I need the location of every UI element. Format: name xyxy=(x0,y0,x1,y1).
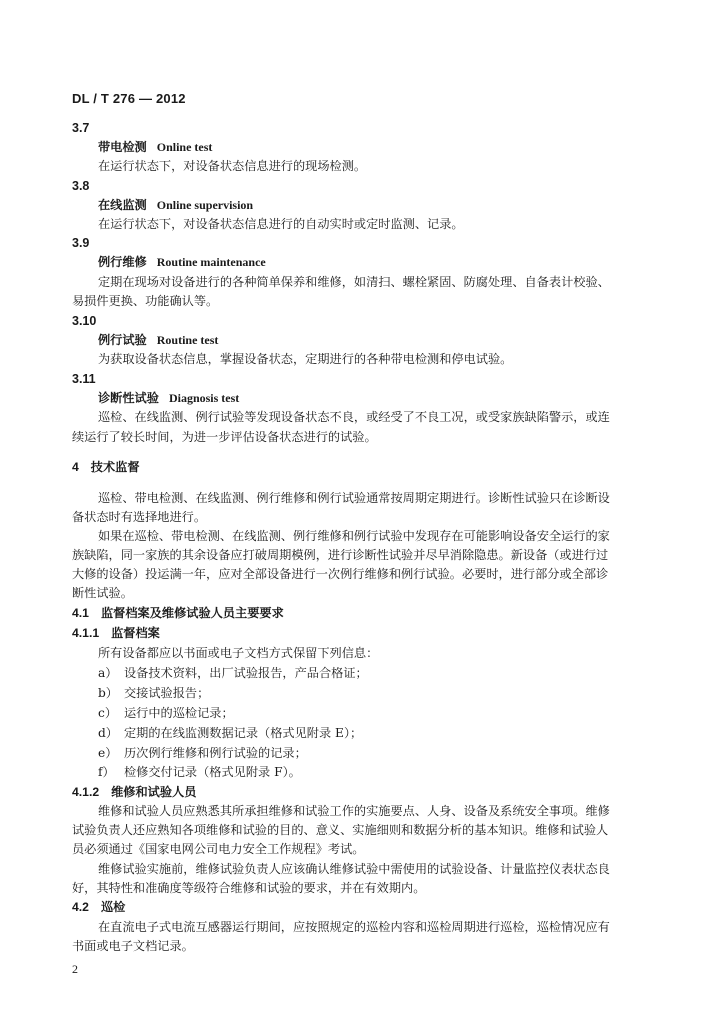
list-text: 定期的在线监测数据记录（格式见附录 E）； xyxy=(124,726,363,740)
paragraph-line: 如果在巡检、带电检测、在线监测、例行维修和例行试验中发现存在可能影响设备安全运行的家 xyxy=(98,529,610,543)
subsection-title: 维修和试验人员 xyxy=(111,785,197,799)
term-definition: 在运行状态下，对设备状态信息进行的自动实时或定时监测、记录。 xyxy=(98,217,464,231)
paragraph-line: 在直流电子式电流互感器运行期间，应按照规定的巡检内容和巡检周期进行巡检，巡检情况应有 xyxy=(98,920,610,934)
section-number: 3.11 xyxy=(72,372,96,386)
paragraph-line: 试验负责人还应熟知各项维修和试验的目的、意义、实施细则和数据分析的基本知识。维修和试验人 xyxy=(72,823,609,837)
paragraph-line: 大修的设备）投运满一年，应对全部设备进行一次例行维修和例行试验。必要时，进行部分或全部诊 xyxy=(72,567,609,581)
subsection-number: 4.1.2 xyxy=(72,785,100,799)
list-text: 设备技术资料，出厂试验报告，产品合格证； xyxy=(124,666,368,680)
paragraph-line: 巡检、带电检测、在线监测、例行维修和例行试验通常按周期定期进行。诊断性试验只在诊断设 xyxy=(98,491,610,505)
paragraph-line: 所有设备都应以书面或电子文档方式保留下列信息： xyxy=(98,646,379,660)
document-header: DL / T 276 — 2012 xyxy=(72,91,186,106)
term-en: Routine test xyxy=(156,333,219,347)
list-item xyxy=(98,745,307,761)
list-item xyxy=(98,685,209,701)
term-cn: 带电检测 xyxy=(98,140,147,154)
list-label: f） xyxy=(98,765,115,779)
term-definition: 续运行了较长时间，为进一步评估设备状态进行的试验。 xyxy=(72,430,377,444)
paragraph-line: 维修和试验人员应熟悉其所承担维修和试验工作的实施要点、人身、设备及系统安全事项。维修 xyxy=(98,804,610,818)
page-number: 2 xyxy=(72,962,78,976)
term-en: Online test xyxy=(156,140,213,154)
list-text: 检修交付记录（格式见附录 F）。 xyxy=(124,765,301,779)
chapter-heading xyxy=(72,459,140,475)
list-label: e） xyxy=(98,746,118,760)
section-number: 3.8 xyxy=(72,179,90,193)
paragraph-line: 书面或电子文档记录。 xyxy=(72,939,194,953)
term-cn: 在线监测 xyxy=(98,198,147,212)
list-text: 交接试验报告； xyxy=(124,686,210,700)
section-number: 4.1 xyxy=(72,606,89,620)
paragraph-line: 维修试验实施前，维修试验负责人应该确认维修试验中需使用的试验设备、计量监控仪表状态良 xyxy=(98,862,610,876)
section-number: 4.2 xyxy=(72,900,89,914)
section-title: 监督档案及维修试验人员主要要求 xyxy=(100,606,284,620)
section-number: 3.10 xyxy=(72,314,97,328)
section-heading xyxy=(72,605,284,621)
list-item xyxy=(98,764,301,780)
term-heading xyxy=(98,197,253,213)
term-en: Routine maintenance xyxy=(156,255,266,269)
section-number: 3.9 xyxy=(72,236,90,250)
chapter-number: 4 xyxy=(72,460,79,474)
term-heading xyxy=(98,254,266,270)
term-definition: 为获取设备状态信息，掌握设备状态，定期进行的各种带电检测和停电试验。 xyxy=(98,352,513,366)
term-definition: 巡检、在线监测、例行试验等发现设备状态不良，或经受了不良工况，或受家族缺陷警示，或连 xyxy=(98,410,610,424)
subsection-number: 4.1.1 xyxy=(72,626,100,640)
list-label: a） xyxy=(98,666,118,680)
paragraph-line: 好，其特性和准确度等级符合维修和试验的要求，并在有效期内。 xyxy=(72,881,426,895)
list-label: b） xyxy=(98,686,118,700)
list-item xyxy=(98,725,362,741)
term-cn: 例行维修 xyxy=(98,255,147,269)
term-heading xyxy=(98,390,239,406)
list-item xyxy=(98,705,234,721)
list-item xyxy=(98,665,368,681)
term-definition: 易损件更换、功能确认等。 xyxy=(72,294,219,308)
term-definition: 定期在现场对设备进行的各种简单保养和维修，如清扫、螺栓紧固、防腐处理、自备表计校验、 xyxy=(98,275,610,289)
section-heading xyxy=(72,899,125,915)
paragraph-line: 备状态时有选择地进行。 xyxy=(72,510,207,524)
paragraph-line: 断性试验。 xyxy=(72,586,133,600)
term-heading xyxy=(98,139,212,155)
chapter-title: 技术监督 xyxy=(90,460,140,474)
list-text: 历次例行维修和例行试验的记录； xyxy=(124,746,307,760)
term-cn: 诊断性试验 xyxy=(98,391,159,405)
section-title: 巡检 xyxy=(100,900,126,914)
term-en: Diagnosis test xyxy=(168,391,240,405)
subsection-heading xyxy=(72,625,160,641)
term-cn: 例行试验 xyxy=(98,333,147,347)
subsection-heading xyxy=(72,784,196,800)
list-label: d） xyxy=(98,726,118,740)
list-text: 运行中的巡检记录； xyxy=(124,706,234,720)
subsection-title: 监督档案 xyxy=(111,626,160,640)
section-number: 3.7 xyxy=(72,121,90,135)
term-definition: 在运行状态下，对设备状态信息进行的现场检测。 xyxy=(98,159,367,173)
term-heading xyxy=(98,332,218,348)
paragraph-line: 族缺陷，同一家族的其余设备应打破周期模例，进行诊断性试验并尽早消除隐患。新设备（或进行过 xyxy=(72,548,609,562)
paragraph-line: 员必须通过《国家电网公司电力安全工作规程》考试。 xyxy=(72,842,365,856)
term-en: Online supervision xyxy=(156,198,254,212)
list-label: c） xyxy=(98,706,118,720)
